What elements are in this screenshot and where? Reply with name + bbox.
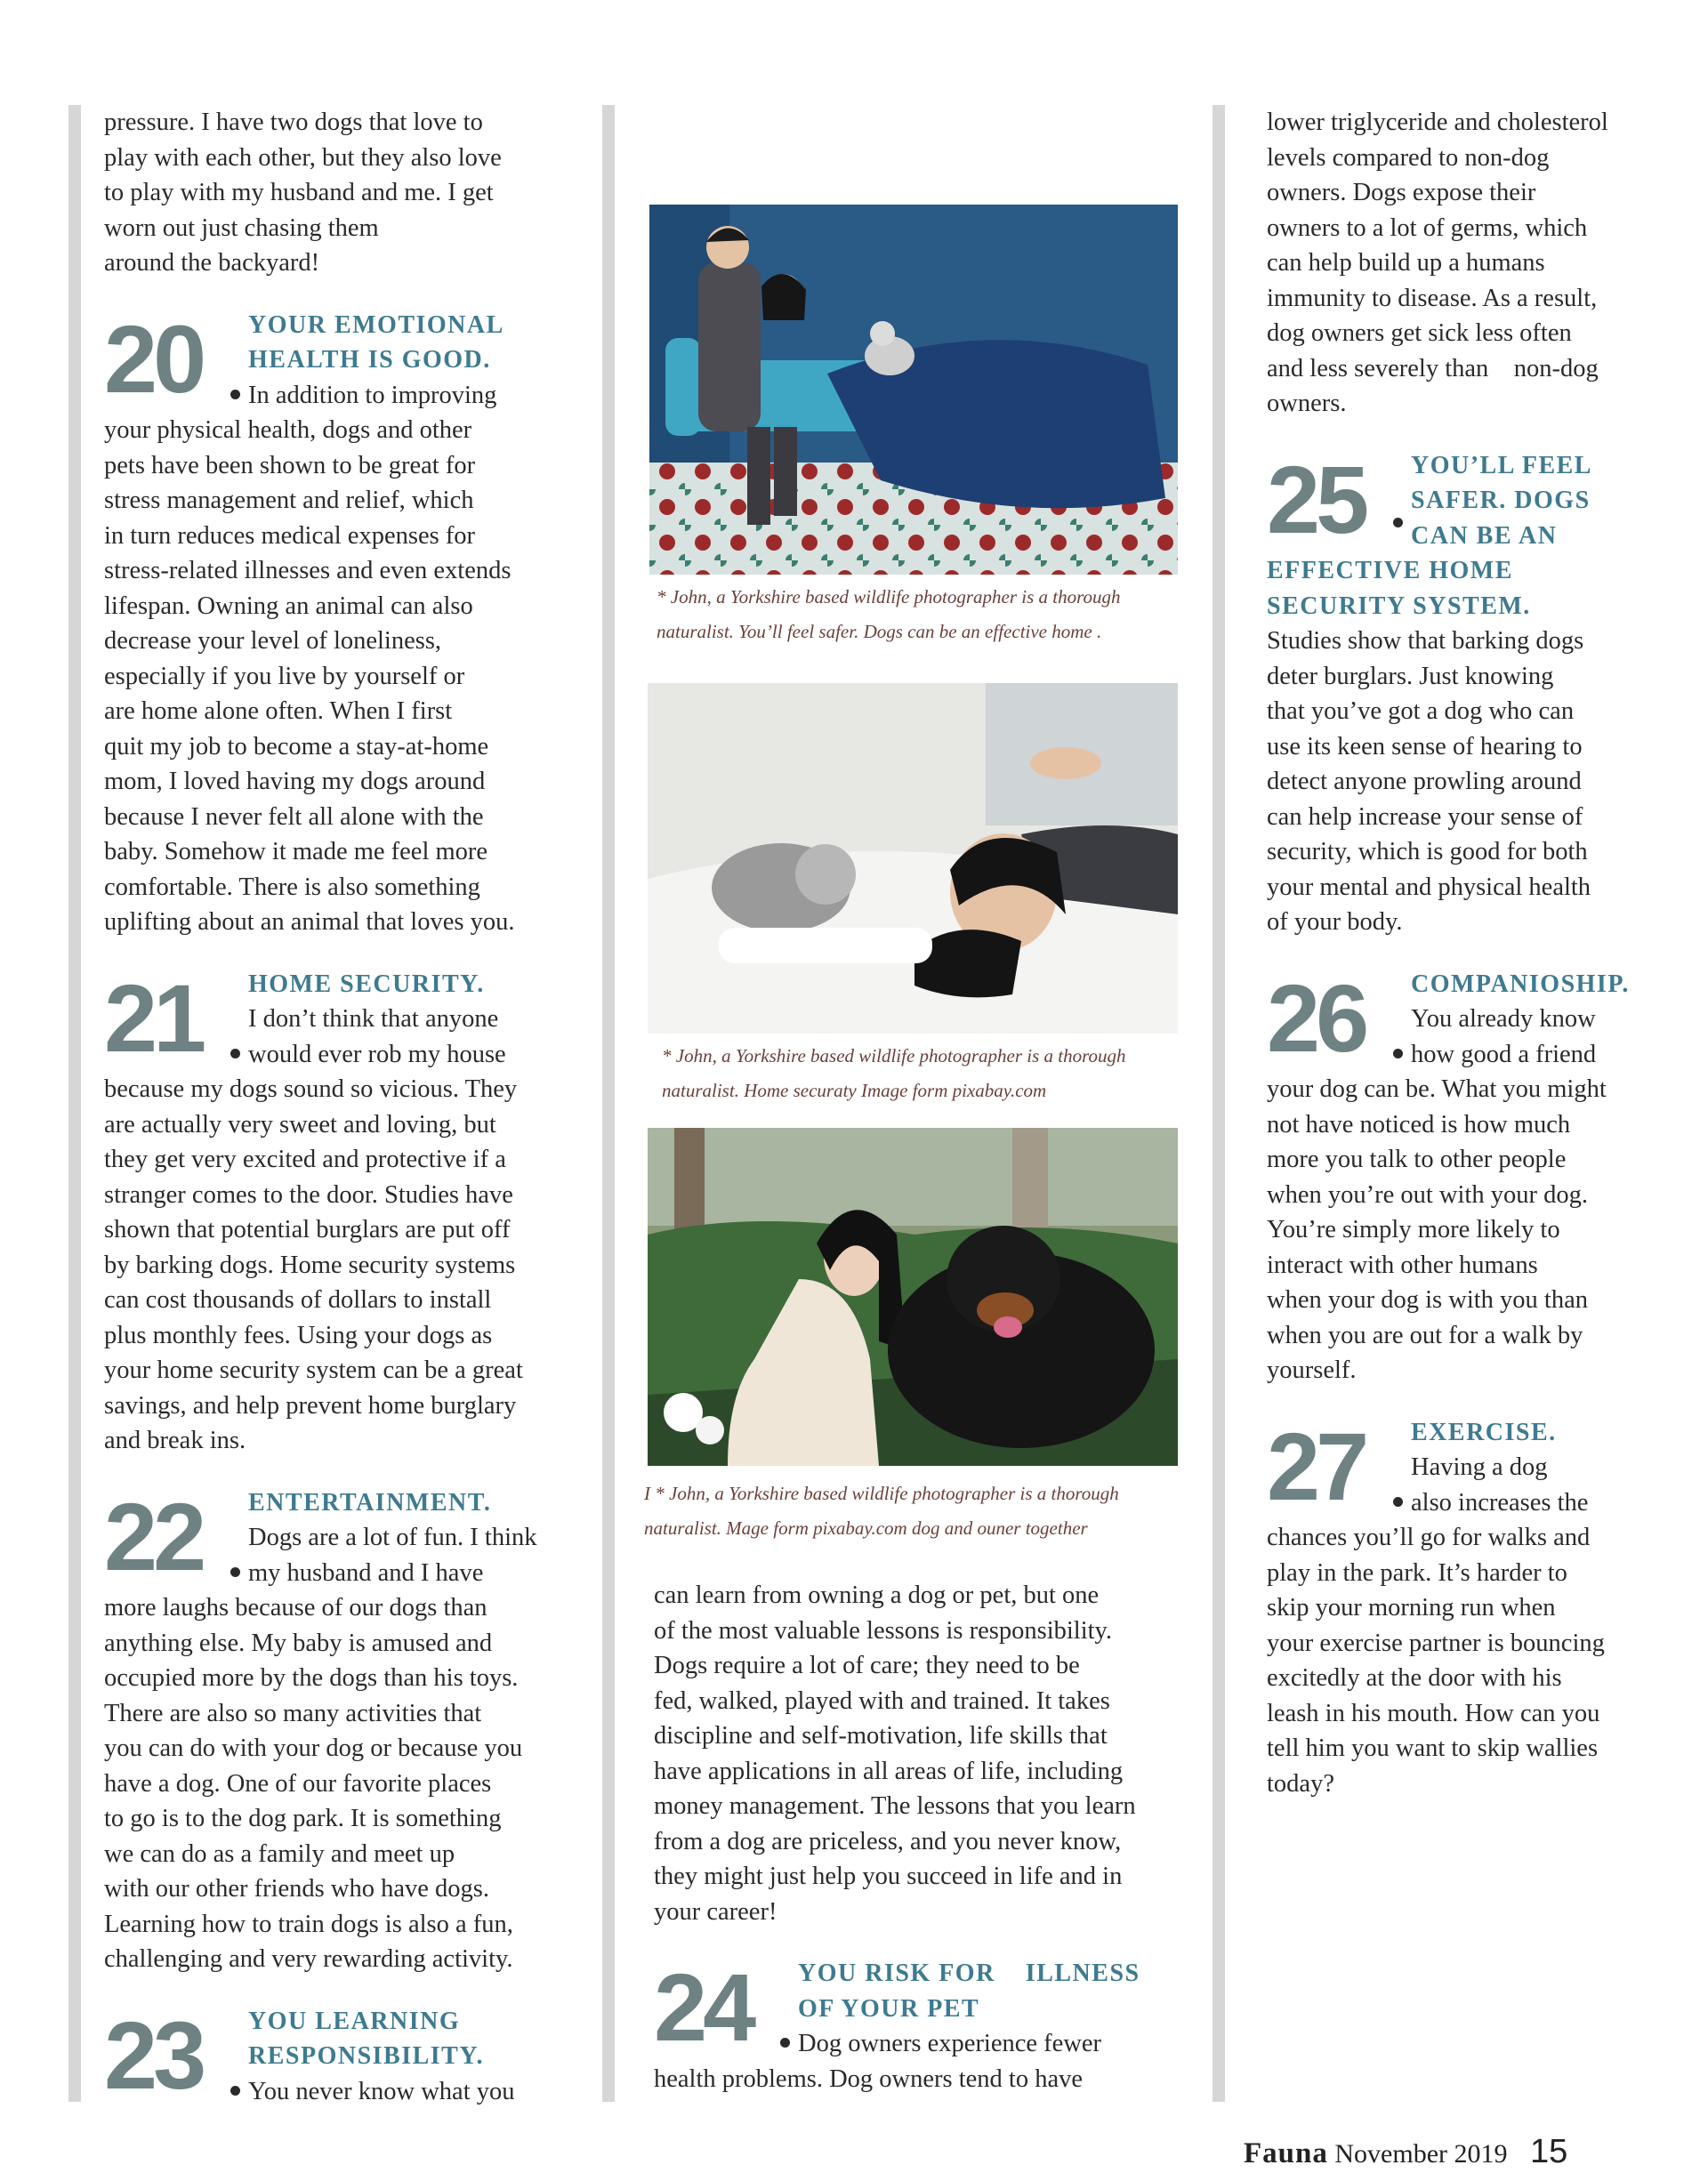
body-line: pets have been shown to be great for <box>104 451 476 479</box>
caption-line: * John, a Yorkshire based wildlife photographer is a thorough <box>662 1045 1126 1066</box>
body-line: chances you’ll go for walks and <box>1267 1524 1591 1551</box>
caption-line: I * John, a Yorkshire based wildlife photographer is a thorough <box>644 1483 1119 1504</box>
section-number: 26 <box>1267 963 1366 1072</box>
body-line: money management. The lessons that you learn <box>654 1792 1136 1820</box>
body-line: when you’re out with your dog. <box>1267 1180 1588 1209</box>
body-line: my husband and I have <box>248 1558 484 1587</box>
body-line: have applications in all areas of life, including <box>654 1757 1124 1785</box>
section-number: 20 <box>104 304 203 413</box>
body-line: quit my job to become a stay-at-home <box>104 732 489 761</box>
section-heading: EXERCISE. <box>1411 1418 1557 1446</box>
section-26 <box>1267 963 1649 1388</box>
section-heading: HOME SECURITY. <box>248 970 485 998</box>
body-line: Learning how to train dogs is also a fun, <box>104 1910 513 1938</box>
section-heading: CAN BE AN <box>1411 521 1558 550</box>
body-line: Dog owners experience fewer <box>798 2030 1102 2057</box>
section-21 <box>104 963 576 1459</box>
body-line: uplifting about an animal that loves you. <box>104 908 515 936</box>
body-line: in turn reduces medical expenses for <box>104 521 476 550</box>
body-line: Studies show that barking dogs <box>1267 627 1584 655</box>
bullet-dot <box>1393 1497 1403 1507</box>
column-rule-middle <box>602 105 615 2102</box>
body-line: owners. Dogs expose their <box>1267 179 1536 206</box>
caption-line: naturalist. Mage form pixabay.com dog and ouner together <box>644 1517 1088 1539</box>
section-20 <box>104 304 576 940</box>
body-line: detect anyone prowling around <box>1267 768 1582 795</box>
body-line: stress-related illnesses and even extends <box>104 557 512 584</box>
photo-caption <box>644 1477 1196 1546</box>
column-3 <box>1267 105 1649 1801</box>
body-line: levels compared to non-dog <box>1267 143 1550 172</box>
section-heading: YOU’LL FEEL <box>1411 451 1592 479</box>
section-heading: HEALTH IS GOOD. <box>248 346 491 374</box>
issue-date: November 2019 <box>1334 2139 1508 2169</box>
page-footer <box>1244 2133 1567 2171</box>
body-line: your home security system can be a great <box>104 1356 523 1384</box>
body-line: leash in his mouth. How can you <box>1267 1699 1600 1727</box>
body-line: can help increase your sense of <box>1267 802 1583 831</box>
section-24 <box>654 1953 1188 2096</box>
body-line: You’re simply more likely to <box>1267 1216 1560 1243</box>
body-line: baby. Somehow it made me feel more <box>104 838 488 865</box>
body-line: You never know what you <box>248 2077 515 2105</box>
body-line: we can do as a family and meet up <box>104 1839 455 1868</box>
body-line: skip your morning run when <box>1267 1594 1556 1622</box>
body-line: would ever rob my house <box>248 1040 506 1068</box>
section-25 <box>1267 445 1649 940</box>
body-line: tell him you want to skip wallies <box>1267 1734 1599 1762</box>
body-line: owners. <box>1267 390 1347 417</box>
body-line: Dogs require a lot of care; they need to be <box>654 1652 1080 1679</box>
section-number: 21 <box>104 963 203 1072</box>
body-line: challenging and very rewarding activity. <box>104 1945 513 1973</box>
magazine-name: Fauna <box>1244 2137 1328 2169</box>
body-line: play with each other, but they also love <box>104 143 502 172</box>
section-heading: ENTERTAINMENT. <box>248 1488 492 1517</box>
body-line: today? <box>1267 1769 1334 1798</box>
body-line: are home alone often. When I first <box>104 697 453 725</box>
section-heading: YOU LEARNING <box>248 2007 461 2035</box>
section-number: 27 <box>1267 1412 1366 1520</box>
body-line: have a dog. One of our favorite places <box>104 1769 492 1798</box>
photo-couple-bed-dog <box>648 683 1178 1034</box>
body-line: anything else. My baby is amused and <box>104 1629 493 1657</box>
section-heading: EFFECTIVE HOME <box>1267 557 1513 584</box>
bullet-dot <box>1393 1049 1403 1058</box>
body-line: when you are out for a walk by <box>1267 1321 1583 1349</box>
caption-line: * John, a Yorkshire based wildlife photographer is a thorough <box>657 586 1121 608</box>
body-line: your career! <box>654 1897 777 1926</box>
body-line: comfortable. There is also something <box>104 873 480 901</box>
body-line: Dogs are a lot of fun. I think <box>248 1524 537 1551</box>
photo-couple-sofa-dog <box>649 205 1178 575</box>
body-line: health problems. Dog owners tend to have <box>654 2064 1084 2093</box>
body-line: around the backyard! <box>104 249 320 277</box>
page-number: 15 <box>1530 2133 1568 2170</box>
body-line: deter burglars. Just knowing <box>1267 662 1554 690</box>
bullet-dot <box>230 2086 240 2096</box>
body-line: immunity to disease. As a result, <box>1267 284 1598 312</box>
column-rule-right <box>1213 105 1225 2102</box>
body-line: occupied more by the dogs than his toys. <box>104 1664 519 1692</box>
body-line: from a dog are priceless, and you never know, <box>654 1827 1122 1855</box>
section-heading: YOUR EMOTIONAL <box>248 310 504 339</box>
body-line: they get very excited and protective if a <box>104 1146 506 1173</box>
body-line: interact with other humans <box>1267 1251 1538 1279</box>
body-line: to go is to the dog park. It is something <box>104 1805 502 1832</box>
caption-line: naturalist. Home securaty Image form pixabay.com <box>662 1080 1047 1101</box>
body-line: yourself. <box>1267 1356 1357 1384</box>
section-heading: OF YOUR PET <box>798 1994 980 2023</box>
body-line: security, which is good for both <box>1267 838 1588 865</box>
body-line: when your dog is with you than <box>1267 1286 1588 1314</box>
body-line: you can do with your dog or because you <box>104 1734 523 1762</box>
section-heading: SAFER. DOGS <box>1411 487 1591 514</box>
body-line: You already know <box>1411 1005 1596 1033</box>
body-line: your physical health, dogs and other <box>104 416 472 444</box>
body-line: they might just help you succeed in life and in <box>654 1863 1123 1890</box>
body-line: more you talk to other people <box>1267 1146 1567 1173</box>
body-line: your mental and physical health <box>1267 873 1591 901</box>
photo-woman-rottweiler <box>648 1128 1178 1466</box>
body-line: I don’t think that anyone <box>248 1005 499 1033</box>
section-heading: SECURITY SYSTEM. <box>1267 592 1531 620</box>
body-line: of your body. <box>1267 908 1403 936</box>
body-line: savings, and help prevent home burglary <box>104 1391 517 1420</box>
body-line: more laughs because of our dogs than <box>104 1594 487 1622</box>
bullet-dot <box>1393 518 1403 527</box>
section-heading: YOU RISK FOR ILLNESS <box>798 1960 1140 1987</box>
body-line: shown that potential burglars are put off <box>104 1216 511 1243</box>
section-27 <box>1267 1412 1649 1802</box>
column-2-text <box>654 1578 1188 2096</box>
bullet-dot <box>230 1567 240 1577</box>
body-line: are actually very sweet and loving, but <box>104 1110 496 1139</box>
body-line: of the most valuable lessons is responsibility. <box>654 1616 1113 1645</box>
body-line: excitedly at the door with his <box>1267 1664 1562 1692</box>
body-line: lifespan. Owning an animal can also <box>104 592 473 620</box>
body-line: and break ins. <box>104 1427 246 1454</box>
body-line: pressure. I have two dogs that love to <box>104 109 483 136</box>
body-line: In addition to improving <box>248 381 497 409</box>
body-line: can help build up a humans <box>1267 249 1545 277</box>
photo-caption <box>662 1039 1196 1108</box>
section-22 <box>104 1482 576 1977</box>
body-line: use its keen sense of hearing to <box>1267 732 1583 761</box>
section-heading: COMPANIOSHIP. <box>1411 970 1630 998</box>
body-line: decrease your level of loneliness, <box>104 627 442 655</box>
section-number: 23 <box>104 2000 203 2109</box>
section-number: 24 <box>654 1953 753 2061</box>
body-line: stranger comes to the door. Studies have <box>104 1180 513 1209</box>
body-line: lower triglyceride and cholesterol <box>1267 109 1608 136</box>
body-line: your dog can be. What you might <box>1267 1075 1607 1103</box>
section-number: 25 <box>1267 445 1366 553</box>
section-heading: RESPONSIBILITY. <box>248 2042 485 2070</box>
body-line: that you’ve got a dog who can <box>1267 697 1575 725</box>
caption-line: naturalist. You’ll feel safer. Dogs can be an effective home . <box>657 621 1102 642</box>
body-line: especially if you live by yourself or <box>104 662 465 690</box>
body-line: fed, walked, played with and trained. It takes <box>654 1686 1110 1715</box>
body-line: your exercise partner is bouncing <box>1267 1629 1605 1657</box>
body-line: to play with my husband and me. I get <box>104 179 494 206</box>
body-line: discipline and self-motivation, life skills that <box>654 1722 1108 1750</box>
body-line: owners to a lot of germs, which <box>1267 213 1588 242</box>
bullet-dot <box>230 390 240 399</box>
body-line: Having a dog <box>1411 1453 1548 1481</box>
body-line: by barking dogs. Home security systems <box>104 1251 516 1279</box>
body-line: also increases the <box>1411 1488 1589 1517</box>
body-line: mom, I loved having my dogs around <box>104 768 486 795</box>
photo-caption <box>657 580 1190 649</box>
body-line: plus monthly fees. Using your dogs as <box>104 1321 493 1349</box>
bullet-dot <box>780 2038 790 2048</box>
body-line: can cost thousands of dollars to install <box>104 1286 492 1314</box>
column-1 <box>104 105 576 2109</box>
body-line: because I never felt all alone with the <box>104 802 484 831</box>
section-number: 22 <box>104 1482 203 1590</box>
body-line: not have noticed is how much <box>1267 1110 1571 1139</box>
bullet-dot <box>230 1049 240 1058</box>
body-line: how good a friend <box>1411 1040 1597 1068</box>
body-line: worn out just chasing them <box>104 213 379 242</box>
body-line: There are also so many activities that <box>104 1699 482 1727</box>
body-line: because my dogs sound so vicious. They <box>104 1075 518 1103</box>
body-line: play in the park. It’s harder to <box>1267 1558 1567 1587</box>
body-line: with our other friends who have dogs. <box>104 1875 489 1903</box>
body-line: and less severely than non-dog <box>1267 354 1599 382</box>
section-23 <box>104 2000 576 2110</box>
body-line: dog owners get sick less often <box>1267 319 1572 347</box>
body-line: stress management and relief, which <box>104 487 474 514</box>
body-line: can learn from owning a dog or pet, but one <box>654 1581 1100 1609</box>
column-rule-left <box>68 105 81 2102</box>
